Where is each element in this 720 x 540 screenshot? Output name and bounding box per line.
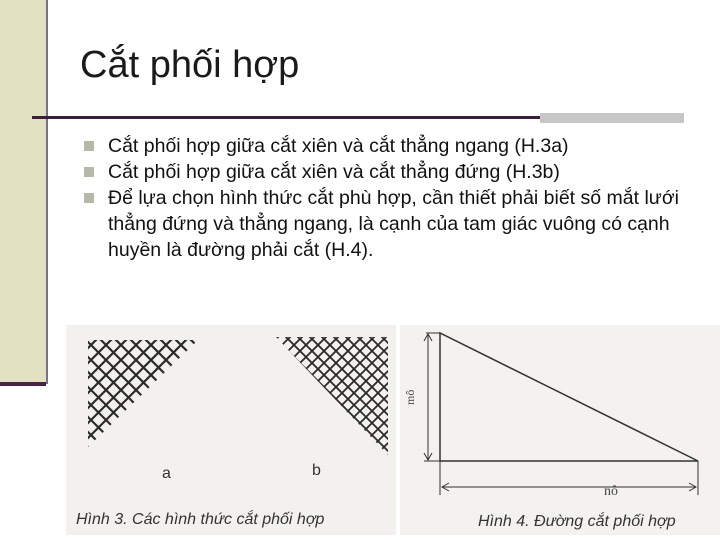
bullet-text: Cắt phối hợp giữa cắt xiên và cắt thẳng ngang (H.3a) xyxy=(108,135,569,157)
figure-3-drawing xyxy=(66,325,396,535)
bullet-text: Cắt phối hợp giữa cắt xiên và cắt thẳng đứng (H.3b) xyxy=(108,161,560,183)
mesh-pattern-a xyxy=(66,325,391,525)
slide-title: Cắt phối hợp xyxy=(80,44,300,86)
bullet-item xyxy=(84,185,704,263)
bullet-item xyxy=(84,133,704,159)
bullet-text: Để lựa chọn hình thức cắt phù hợp, cần thiết phải biết số mắt lưới thẳng đứng và thẳng ngang, là cạnh của tam giác vuông có cạnh huyền là đường phải cắt (H.4). xyxy=(108,187,679,261)
right-triangle xyxy=(440,333,698,461)
figure-4-panel xyxy=(400,325,720,535)
figure-4-caption: Hình 4. Đường cắt phối hợp xyxy=(478,513,676,530)
title-underline xyxy=(32,116,552,119)
square-bullet-icon xyxy=(84,141,94,151)
bullet-item xyxy=(84,159,704,185)
square-bullet-icon xyxy=(84,193,94,203)
figure-3-caption: Hình 3. Các hình thức cắt phối hợp xyxy=(76,511,325,528)
square-bullet-icon xyxy=(84,167,94,177)
left-decor-band-foot xyxy=(0,382,46,386)
vertical-side-label: mô xyxy=(403,389,417,405)
figure-3-panel xyxy=(66,325,396,535)
figure-3-label-a: a xyxy=(162,465,171,482)
left-decor-band xyxy=(0,0,48,384)
title-underline-accent xyxy=(540,113,684,123)
figure-4-drawing xyxy=(400,325,720,535)
bullet-list xyxy=(84,133,704,263)
figure-3-label-b: b xyxy=(312,462,321,479)
horizontal-side-label: nô xyxy=(604,484,618,499)
